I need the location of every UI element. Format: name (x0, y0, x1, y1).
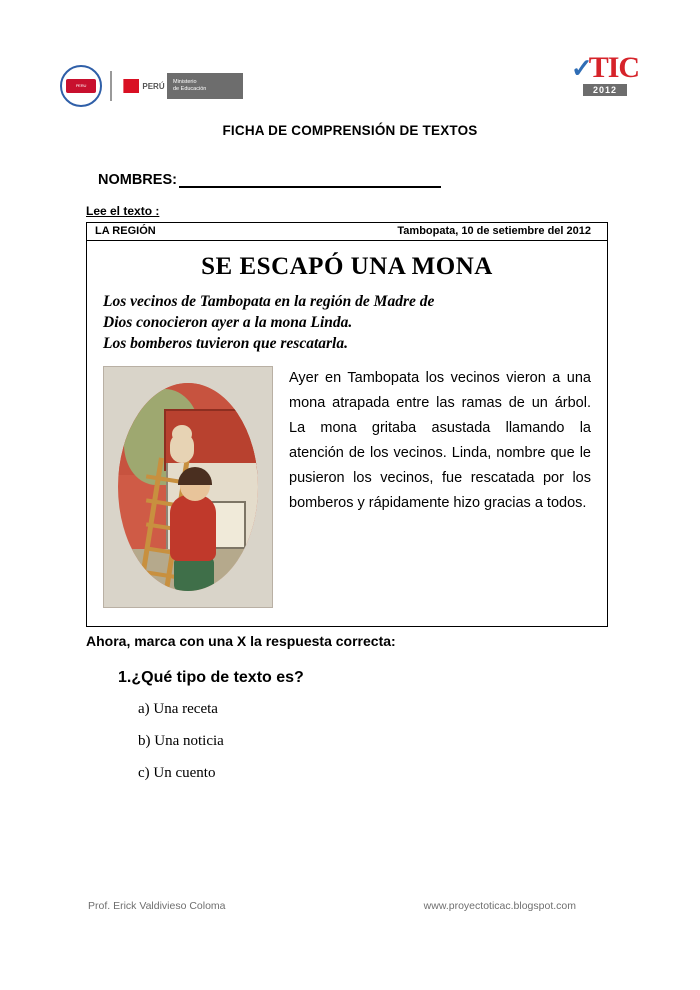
question-1-options (138, 701, 640, 782)
news-lead-line-3: Los bomberos tuvieron que rescatarla. (103, 335, 348, 352)
option-b[interactable]: b) Una noticia (138, 733, 224, 749)
read-instruction: Lee el texto : (86, 204, 160, 218)
peru-flag-icon (123, 79, 139, 93)
minedu-logo (120, 72, 244, 100)
news-section-label: LA REGIÓN (95, 225, 156, 237)
peru-label: PERÚ (142, 81, 165, 91)
news-lead (87, 291, 607, 354)
tic-label: TIC (588, 51, 640, 84)
ministry-line-1: Ministerio (173, 79, 197, 85)
firefighter-body (170, 495, 216, 561)
mark-instruction: Ahora, marca con una X la respuesta correcta: (86, 633, 396, 649)
option-a[interactable]: a) Una receta (138, 701, 218, 717)
footer-author: Prof. Erick Valdivieso Coloma (88, 900, 226, 912)
news-headline: SE ESCAPÓ UNA MONA (201, 253, 493, 280)
question-1 (118, 669, 640, 687)
footer-website: www.proyectoticac.blogspot.com (423, 900, 576, 912)
page-footer (60, 900, 640, 912)
illustration-oval-frame (118, 383, 258, 591)
firefighter-legs (174, 557, 214, 591)
tic-mark (570, 51, 640, 84)
ministry-line-2: de Educación (173, 86, 207, 92)
question-number: 1. (118, 669, 132, 686)
news-body (87, 354, 607, 626)
news-lead-line-1: Los vecinos de Tambopata en la región de Madre de (103, 293, 435, 310)
news-lead-line-2: Dios conocieron ayer a la mona Linda. (103, 314, 353, 331)
question-text: ¿Qué tipo de texto es? (131, 669, 304, 686)
header-logos (60, 51, 640, 101)
names-row (98, 172, 640, 188)
names-input-line[interactable] (179, 172, 441, 188)
news-dateline: Tambopata, 10 de setiembre del 2012 (397, 225, 591, 237)
monkey-head (172, 425, 192, 443)
check-icon: ✓ (570, 54, 592, 83)
page-title: FICHA DE COMPRENSIÓN DE TEXTOS (222, 123, 478, 138)
institutional-logos (60, 65, 244, 107)
news-header (87, 223, 607, 241)
news-article-box (86, 222, 608, 627)
logo-divider (110, 71, 112, 101)
tic-logo (570, 51, 640, 96)
school-seal-icon (60, 65, 102, 107)
monkey-rescue-illustration (103, 366, 273, 608)
peru-brand (121, 73, 167, 99)
ministry-block (167, 73, 243, 99)
option-c[interactable]: c) Un cuento (138, 765, 216, 781)
tic-year-label: 2012 (583, 84, 627, 96)
news-article-text: Ayer en Tambopata los vecinos vieron a una mona atrapada entre las ramas de un árbol. La mona gritaba asustada llamando la atención de los vecinos. Linda, nombre que le pusieron los vecinos, fue rescatada por los bomberos y rápidamente hizo gracias a todos. (289, 370, 591, 511)
names-label: NOMBRES: (98, 172, 177, 188)
seal-inner-label: PERU (66, 79, 96, 93)
